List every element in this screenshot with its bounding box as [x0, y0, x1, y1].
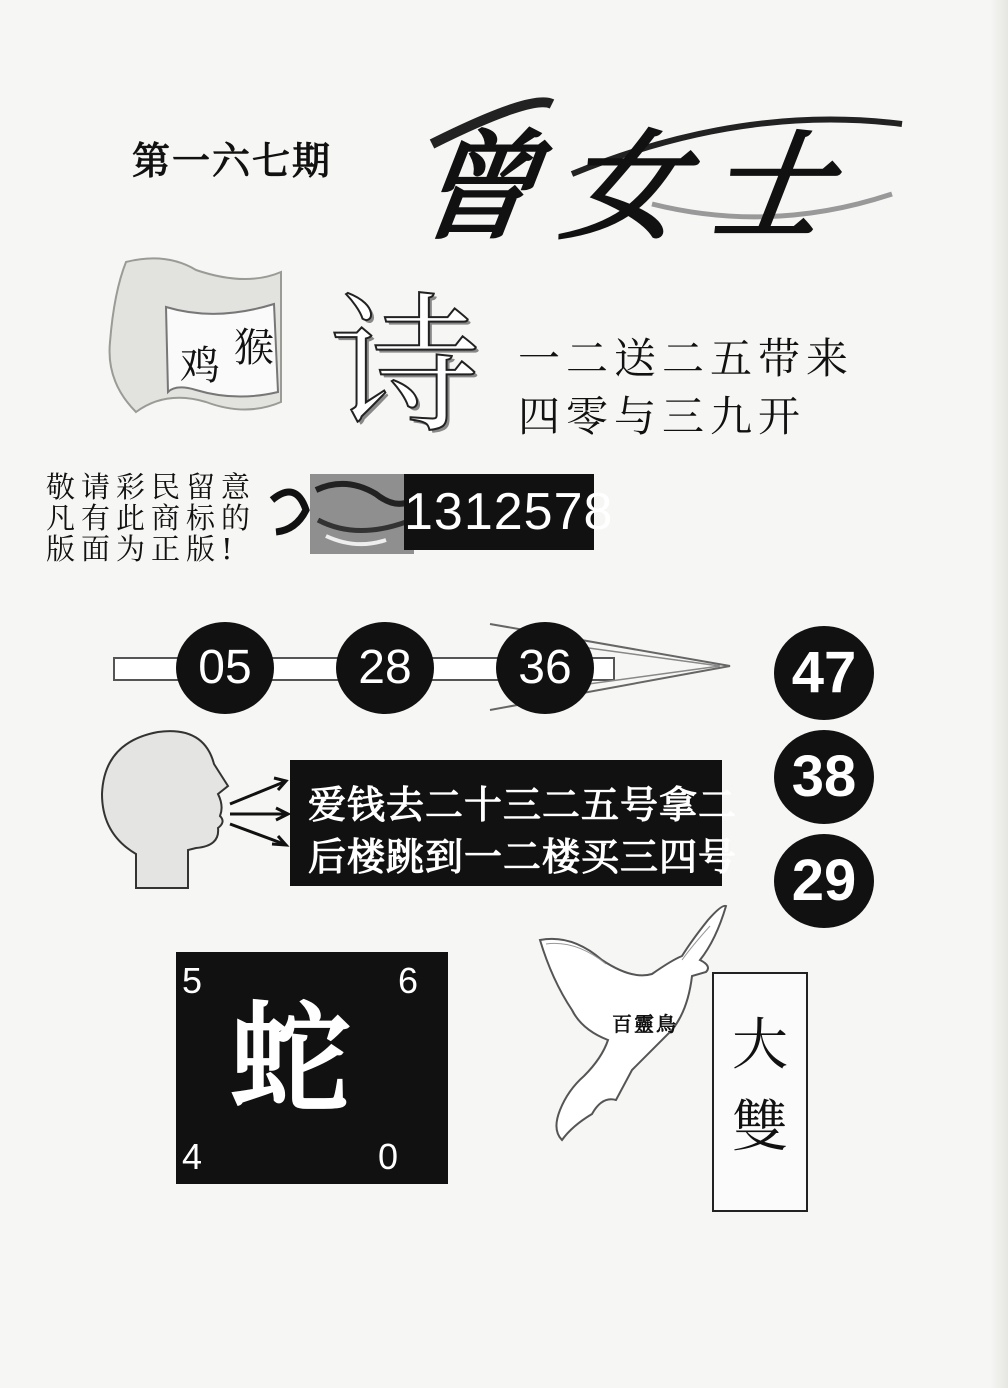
side-number-ball: 38 — [774, 730, 874, 824]
corner-number: 6 — [397, 960, 418, 1001]
speech-line-2: 后楼跳到一二楼买三四号 — [308, 835, 738, 879]
side-number-ball: 47 — [774, 626, 874, 720]
bird-label: 百靈鳥 — [612, 1012, 678, 1036]
zodiac-rooster: 鸡 — [180, 343, 220, 389]
number-ball: 05 — [176, 622, 274, 714]
notice-line: 版面为正版! — [46, 532, 239, 566]
corner-number: 0 — [377, 1136, 398, 1177]
issue-number: 第一六七期 — [132, 138, 333, 183]
number-ball: 28 — [336, 622, 434, 714]
brand-title-block — [408, 84, 912, 256]
tag-char-double: 雙 — [732, 1095, 788, 1160]
tag-char-big: 大 — [732, 1013, 788, 1078]
side-number-ball: 29 — [774, 834, 874, 928]
tag-box — [712, 972, 808, 1212]
speech-box — [290, 760, 738, 886]
page-edge — [990, 0, 1008, 1388]
corner-number: 4 — [182, 1136, 203, 1177]
phone-code: 1312578 — [404, 474, 594, 550]
poem-title: 诗 — [330, 280, 481, 454]
speech-line-1: 爱钱去二十三二五号拿二 — [308, 783, 738, 827]
corner-number: 5 — [182, 960, 203, 1001]
brand-title: 曾女士 — [408, 117, 867, 256]
snake-character: 蛇 — [230, 989, 350, 1130]
notice-line: 凡有此商标的 — [46, 501, 257, 535]
authenticity-notice — [46, 472, 256, 565]
trademark-logo — [266, 470, 416, 556]
poem-line-1: 一二送二五带来 — [518, 334, 855, 383]
zodiac-monkey: 猴 — [234, 325, 274, 371]
speaking-head-icon — [96, 724, 296, 894]
zodiac-scroll — [96, 252, 296, 442]
number-ball: 36 — [496, 622, 594, 714]
poem-line-2: 四零与三九开 — [518, 392, 807, 441]
notice-line: 敬请彩民留意 — [46, 470, 257, 504]
snake-box — [176, 952, 448, 1184]
